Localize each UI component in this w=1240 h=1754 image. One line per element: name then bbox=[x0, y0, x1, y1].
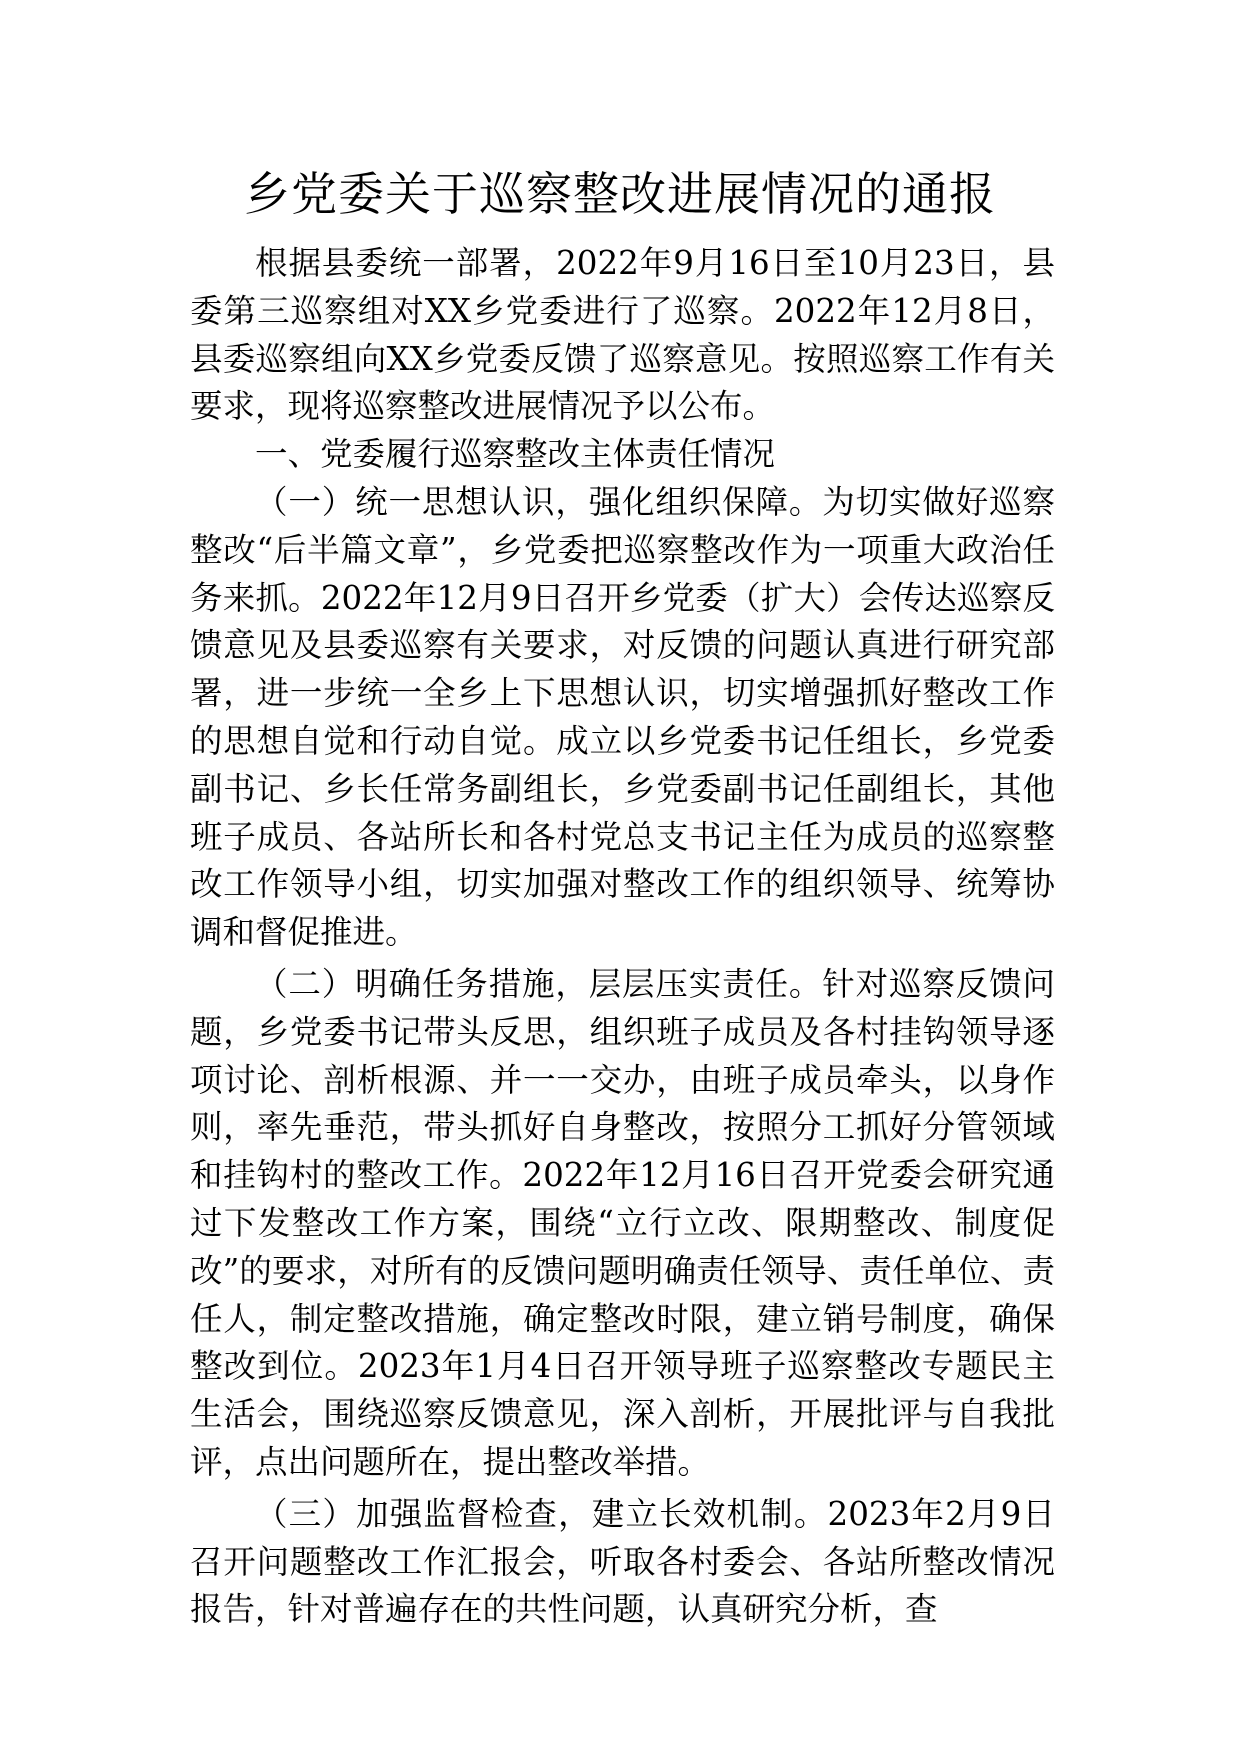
paragraph-item-3: （三）加强监督检查，建立长效机制。2023年2月9日召开问题整改工作汇报会，听取各村委会、各站所整改情况报告，针对普遍存在的共性问题，认真研究分析，查 bbox=[190, 1494, 1055, 1629]
paragraph-intro: 根据县委统一部署，2022年9月16日至10月23日，县委第三巡察组对XX乡党委进行了巡察。2022年12月8日，县委巡察组向XX乡党委反馈了巡察意见。按照巡察工作有关要求，现将巡察整改进展情况予以公布。 bbox=[190, 244, 1055, 426]
paragraph-item-1: （一）统一思想认识，强化组织保障。为切实做好巡察整改“后半篇文章”，乡党委把巡察整改作为一项重大政治任务来抓。2022年12月9日召开乡党委（扩大）会传达巡察反馈意见及县委巡察有关要求，对反馈的问题认真进行研究部署，进一步统一全乡上下思想认识，切实增强抓好整改工作的思想自觉和行动自觉。成立以乡党委书记任组长，乡党委副书记、乡长任常务副组长，乡党委副书记任副组长，其他班子成员、各站所长和各村党总支书记主任为成员的巡察整改工作领导小组，切实加强对整改工作的组织领导、统筹协调和督促推进。 bbox=[190, 482, 1055, 952]
paragraph-item-2: （二）明确任务措施，层层压实责任。针对巡察反馈问题，乡党委书记带头反思，组织班子成员及各村挂钩领导逐项讨论、剖析根源、并一一交办，由班子成员牵头，以身作则，率先垂范，带头抓好自身整改，按照分工抓好分管领域和挂钩村的整改工作。2022年12月16日召开党委会研究通过下发整改工作方案，围绕“立行立改、限期整改、制度促改”的要求，对所有的反馈问题明确责任领导、责任单位、责任人，制定整改措施，确定整改时限，建立销号制度，确保整改到位。2023年1月4日召开领导班子巡察整改专题民主生活会，围绕巡察反馈意见，深入剖析，开展批评与自我批评，点出问题所在，提出整改举措。 bbox=[190, 964, 1055, 1481]
document-title: 乡党委关于巡察整改进展情况的通报 bbox=[244, 167, 996, 221]
document-body bbox=[190, 240, 1055, 1634]
section-heading-1: 一、党委履行巡察整改主体责任情况 bbox=[255, 435, 776, 474]
